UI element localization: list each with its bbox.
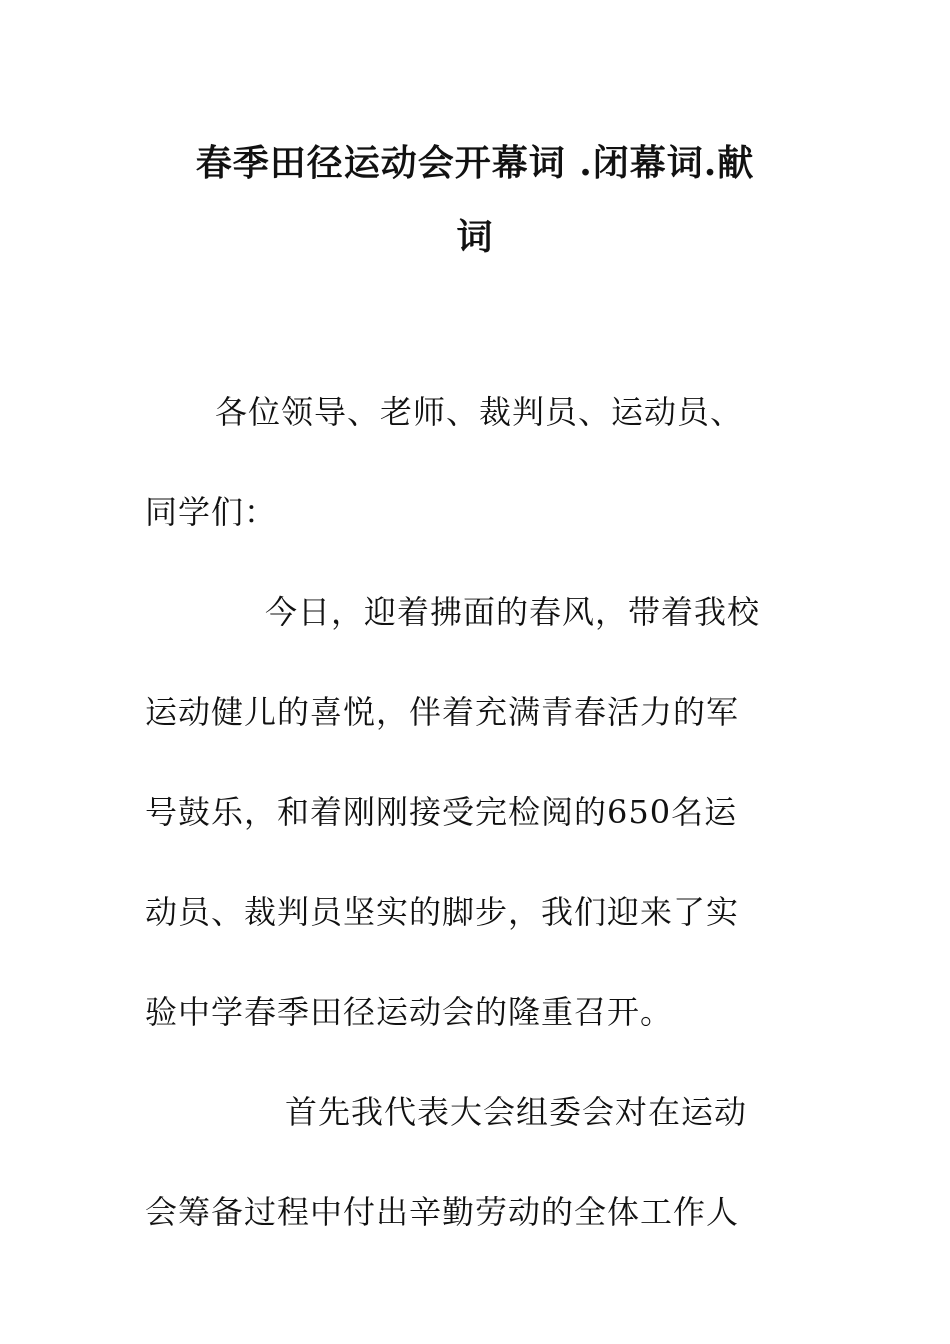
paragraph-1-line-4: 动员、裁判员坚实的脚步，我们迎来了实	[145, 893, 740, 931]
paragraph-2-line-2: 会筹备过程中付出辛勤劳动的全体工作人	[145, 1193, 740, 1231]
paragraph-1-line-5: 验中学春季田径运动会的隆重召开。	[145, 993, 674, 1031]
paragraph-1-line-1: 今日，迎着拂面的春风，带着我校	[265, 593, 761, 631]
paragraph-2-line-1: 首先我代表大会组委会对在运动	[285, 1093, 748, 1131]
salutation-line: 各位领导、老师、裁判员、运动员、	[215, 393, 744, 431]
paragraph-1-line-2: 运动健儿的喜悦，伴着充满青春活力的军	[145, 693, 740, 731]
salutation-line-cont: 同学们：	[145, 493, 278, 531]
title-line-2: 词	[456, 216, 494, 258]
document-title	[140, 126, 810, 274]
paragraph-1-line-3: 号鼓乐，和着刚刚接受完检阅的650名运	[145, 793, 738, 831]
title-line-1: 春季田径运动会开幕词 .闭幕词.献	[195, 142, 755, 184]
document-body	[145, 362, 805, 1262]
